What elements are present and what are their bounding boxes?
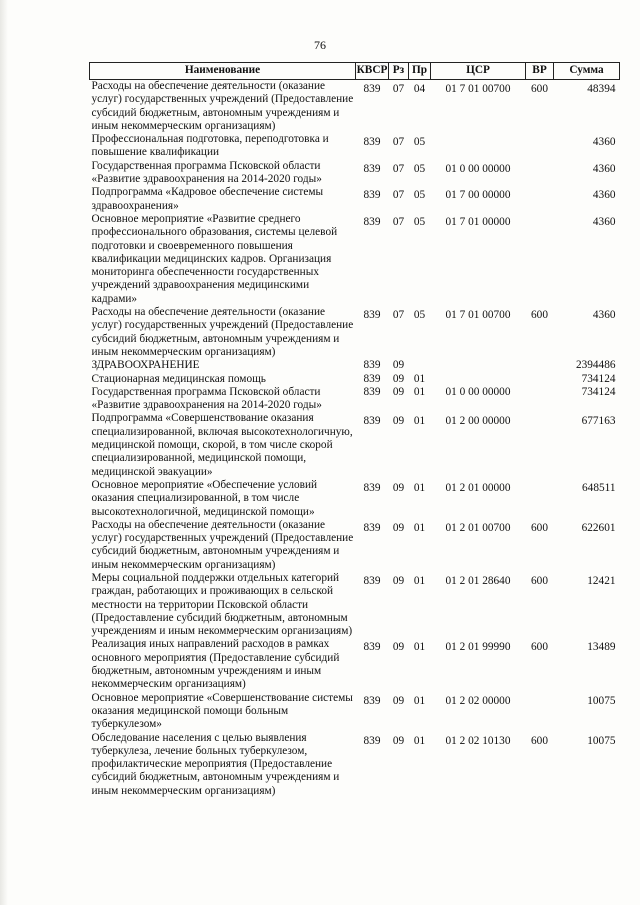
cell-vr	[526, 133, 554, 160]
cell-sum: 12421	[587, 574, 616, 587]
cell-sum: 4360	[592, 162, 616, 175]
header-rz: Рз	[389, 63, 409, 80]
cell-name: Стационарная медицинская помощь	[91, 372, 266, 385]
cell-pr: 01	[413, 694, 426, 707]
table-row	[90, 186, 620, 213]
cell-rz: 07	[392, 189, 405, 202]
cell-csr	[431, 373, 526, 386]
cell-vr	[526, 186, 554, 213]
table-row	[90, 80, 620, 134]
cell-rz: 07	[392, 215, 405, 228]
cell-rz: 07	[392, 162, 405, 175]
cell-sum: 734124	[581, 385, 616, 398]
cell-sum: 4360	[592, 136, 616, 149]
cell-csr: 01 2 02 10130	[445, 734, 511, 747]
cell-name: Расходы на обеспечение деятельности (оказание услуг) государственных учреждений (Предоставление субсидий бюджетным, автономным учреждениям и иным некоммерческим организациям)	[91, 518, 354, 571]
cell-rz: 07	[392, 136, 405, 149]
cell-vr	[526, 160, 554, 187]
cell-kvsr: 839	[363, 215, 381, 228]
cell-pr: 01	[413, 415, 426, 428]
cell-name: Подпрограмма «Кадровое обеспечение системы здравоохранения»	[91, 186, 324, 212]
cell-csr: 01 2 01 28640	[445, 574, 511, 587]
cell-sum: 13489	[587, 641, 616, 654]
header-name: Наименование	[90, 63, 356, 80]
cell-csr: 01 2 01 99990	[445, 641, 511, 654]
cell-pr: 05	[413, 189, 426, 202]
cell-csr: 01 7 01 00700	[445, 309, 511, 322]
header-kvsr: КВСР	[356, 63, 389, 80]
cell-pr: 05	[413, 136, 426, 149]
header-pr: Пр	[409, 63, 431, 80]
cell-rz: 09	[392, 641, 405, 654]
cell-sum: 10075	[587, 734, 616, 747]
cell-name: Основное мероприятие «Развитие среднего профессионального образования, системы целевой подготовки и своевременного повышения квалификации медицинских кадров. Организация мониторинга обеспеченности государственных учреждений здравоохранения медицинскими кадрами»	[91, 212, 338, 305]
table-row	[90, 306, 620, 359]
table-row	[90, 213, 620, 306]
header-sum: Сумма	[554, 63, 620, 80]
cell-csr: 01 7 01 00000	[445, 215, 511, 228]
cell-pr: 05	[413, 215, 426, 228]
cell-csr	[431, 359, 526, 372]
cell-rz: 09	[392, 359, 405, 372]
cell-sum: 10075	[587, 694, 616, 707]
table-row	[90, 479, 620, 519]
cell-csr: 01 2 02 00000	[445, 694, 511, 707]
cell-vr: 600	[531, 521, 548, 534]
cell-kvsr: 839	[363, 372, 381, 385]
cell-pr: 01	[413, 641, 426, 654]
cell-kvsr: 839	[363, 83, 381, 95]
cell-kvsr: 839	[363, 641, 381, 654]
cell-vr	[526, 373, 554, 386]
cell-vr	[526, 479, 554, 519]
table-row	[90, 692, 620, 732]
cell-vr	[526, 213, 554, 306]
cell-csr: 01 2 01 00700	[445, 521, 511, 534]
cell-csr: 01 7 00 00000	[445, 189, 511, 202]
cell-rz: 07	[392, 309, 405, 322]
cell-sum: 734124	[581, 372, 616, 385]
cell-csr: 01 2 00 00000	[445, 415, 511, 428]
cell-name: Меры социальной поддержки отдельных категорий граждан, работающих и проживающих в сельской местности на территории Псковской области (Предоставление субсидий бюджетным, автономным учреждениям и иным некоммерческим организациям)	[91, 571, 353, 638]
scan-edge-shadow	[0, 0, 8, 905]
cell-kvsr: 839	[363, 521, 381, 534]
cell-name: Профессиональная подготовка, переподготовка и повышение квалификации	[91, 133, 329, 159]
cell-vr	[526, 692, 554, 732]
cell-pr: 01	[413, 521, 426, 534]
cell-kvsr: 839	[363, 481, 381, 494]
cell-kvsr: 839	[363, 189, 381, 202]
cell-kvsr: 839	[363, 694, 381, 707]
cell-pr: 05	[413, 162, 426, 175]
page-number: 76	[314, 38, 326, 52]
cell-kvsr: 839	[363, 415, 381, 428]
cell-name: Государственная программа Псковской области «Развитие здравоохранения на 2014-2020 годы»	[91, 159, 322, 186]
header-csr: ЦСР	[431, 63, 526, 80]
cell-vr	[526, 359, 554, 372]
budget-table-container	[89, 62, 619, 798]
cell-pr: 01	[413, 372, 426, 385]
cell-sum: 677163	[581, 415, 616, 428]
table-row	[90, 359, 620, 372]
table-body	[90, 80, 620, 799]
cell-pr: 01	[413, 481, 426, 494]
cell-kvsr: 839	[363, 574, 381, 587]
cell-name: Расходы на обеспечение деятельности (оказание услуг) государственных учреждений (Предоставление субсидий бюджетным, автономным учреждениям и иным некоммерческим организациям)	[91, 80, 354, 132]
cell-csr: 01 7 01 00700	[445, 83, 511, 95]
cell-pr: 01	[413, 385, 426, 398]
cell-name: Основное мероприятие «Обеспечение условий оказания специализированной, в том числе высокотехнологичной, медицинской помощи»	[91, 478, 318, 518]
cell-rz: 09	[392, 734, 405, 747]
cell-sum: 4360	[592, 189, 616, 202]
table-row	[90, 160, 620, 187]
cell-kvsr: 839	[363, 162, 381, 175]
table-row	[90, 133, 620, 160]
cell-vr: 600	[531, 734, 548, 747]
cell-name: ЗДРАВООХРАНЕНИЕ	[91, 359, 200, 372]
table-header-row	[90, 63, 620, 80]
cell-sum: 648511	[582, 481, 616, 494]
cell-kvsr: 839	[363, 136, 381, 149]
cell-csr: 01 0 00 00000	[445, 385, 511, 398]
cell-sum: 2394486	[575, 359, 616, 372]
cell-rz: 09	[392, 415, 405, 428]
cell-rz: 07	[392, 83, 405, 95]
cell-csr	[431, 133, 526, 160]
cell-sum: 622601	[581, 521, 616, 534]
cell-rz: 09	[392, 372, 405, 385]
cell-pr	[409, 359, 431, 372]
cell-pr: 01	[413, 574, 426, 587]
cell-pr: 01	[413, 734, 426, 747]
cell-vr	[526, 386, 554, 413]
cell-vr: 600	[531, 641, 548, 654]
cell-sum: 4360	[592, 309, 616, 322]
cell-kvsr: 839	[363, 734, 381, 747]
cell-name: Реализация иных направлений расходов в рамках основного мероприятия (Предоставление субсидий бюджетным, автономным учреждениям и иным некоммерческим организациям)	[91, 638, 340, 691]
table-row	[90, 412, 620, 478]
cell-kvsr: 839	[363, 385, 381, 398]
cell-csr: 01 0 00 00000	[445, 162, 511, 175]
cell-rz: 09	[392, 481, 405, 494]
cell-name: Расходы на обеспечение деятельности (оказание услуг) государственных учреждений (Предоставление субсидий бюджетным, автономным учреждениям и иным некоммерческим организациям)	[91, 306, 354, 358]
cell-rz: 09	[392, 521, 405, 534]
table-row	[90, 638, 620, 691]
header-vr: ВР	[526, 63, 554, 80]
table-row	[90, 373, 620, 386]
cell-vr: 600	[531, 574, 548, 587]
cell-sum: 48394	[587, 83, 616, 95]
cell-kvsr: 839	[363, 309, 381, 322]
cell-vr: 600	[531, 83, 548, 95]
cell-rz: 09	[392, 694, 405, 707]
cell-vr	[526, 412, 554, 478]
cell-csr: 01 2 01 00000	[445, 481, 511, 494]
budget-table	[89, 62, 620, 798]
table-row	[90, 519, 620, 572]
cell-vr: 600	[531, 309, 548, 322]
cell-name: Обследование населения с целью выявления туберкулеза, лечение больных туберкулезом, профилактические мероприятия (Предоставление субсидий бюджетным, автономным учреждениям и иным некоммерческим организациям)	[91, 731, 340, 797]
cell-kvsr: 839	[363, 359, 381, 372]
cell-sum: 4360	[592, 215, 616, 228]
cell-rz: 09	[392, 574, 405, 587]
table-row	[90, 732, 620, 798]
cell-name: Основное мероприятие «Совершенствование системы оказания медицинской помощи больным туберкулезом»	[91, 691, 353, 731]
table-row	[90, 572, 620, 638]
cell-rz: 09	[392, 385, 405, 398]
cell-pr: 04	[413, 83, 426, 95]
table-row	[90, 386, 620, 413]
cell-pr: 05	[413, 309, 426, 322]
cell-name: Государственная программа Псковской области «Развитие здравоохранения на 2014-2020 годы»	[91, 385, 322, 412]
cell-name: Подпрограмма «Совершенствование оказания специализированной, включая высокотехнологичную, медицинской помощи, скорой, в том числе скорой специализированной, медицинской помощи, медицинской эвакуации»	[91, 412, 353, 478]
